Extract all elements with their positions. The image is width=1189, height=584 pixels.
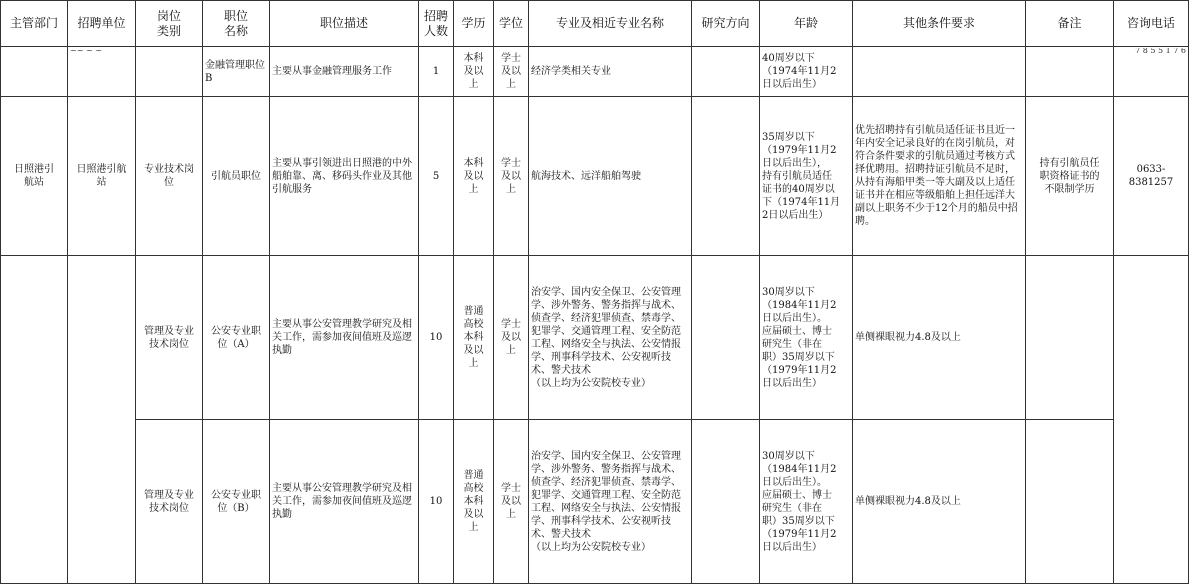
cell-major: 治安学、国内安全保卫、公安管理学、涉外警务、警务指挥与战术、侦查学、经济犯罪侦查、禁毒学、犯罪学、交通管理工程、安全防范工程、网络安全与执法、公安情报学、刑事科学技术、公安视听技术、警犬技术 （以上均为公安院校专业） — [529, 420, 692, 584]
cell-description: 主要从事公安管理教学研究及相关工作，需参加夜间值班及巡逻执勤 — [270, 256, 419, 420]
cell-education: 普通 高校 本科 及以 上 — [454, 420, 494, 584]
cell-education: 本科 及以 上 — [454, 47, 494, 97]
cell-research — [692, 97, 760, 256]
cell-title: 引航员职位 — [203, 97, 270, 256]
cell-major: 航海技术、远洋船舶驾驶 — [529, 97, 692, 256]
cell-department: 日照港引 航站 — [1, 97, 68, 256]
cell-research — [692, 420, 760, 584]
cell-phone — [1114, 256, 1189, 584]
cell-unit — [68, 47, 136, 97]
cell-category: 管理及专业 技术岗位 — [136, 420, 203, 584]
cell-research — [692, 256, 760, 420]
cell-research — [692, 47, 760, 97]
cell-major: 经济学类相关专业 — [529, 47, 692, 97]
table-row — [1, 256, 1189, 420]
header-phone: 咨询电话 — [1114, 1, 1189, 47]
header-category: 岗位 类别 — [136, 1, 203, 47]
cell-remark — [1026, 420, 1114, 584]
cell-title: 公安专业职 位（B） — [203, 420, 270, 584]
cell-age: 35周岁以下 （1979年11月2 日以后出生）， 持有引航员适任 证书的40周岁以 下（1974年11月 2日以后出生） — [760, 97, 853, 256]
header-major: 专业及相近专业名称 — [529, 1, 692, 47]
clipped-text-fragment: 7 8 5 5 1 7 6 — [1135, 48, 1186, 54]
header-degree: 学位 — [494, 1, 529, 47]
cell-age: 40周岁以下 （1974年11月2 日以后出生） — [760, 47, 853, 97]
header-education: 学历 — [454, 1, 494, 47]
cell-department — [1, 47, 68, 97]
cell-major: 治安学、国内安全保卫、公安管理学、涉外警务、警务指挥与战术、侦查学、经济犯罪侦查、禁毒学、犯罪学、交通管理工程、安全防范工程、网络安全与执法、公安情报学、刑事科学技术、公安视听技术、警犬技术 （以上均为公安院校专业） — [529, 256, 692, 420]
cell-unit — [68, 256, 136, 584]
header-department: 主管部门 — [1, 1, 68, 47]
cell-count: 1 — [419, 47, 454, 97]
cell-degree: 学士 及以 上 — [494, 47, 529, 97]
cell-description: 主要从事引领进出日照港的中外船舶靠、离、移码头作业及其他引航服务 — [270, 97, 419, 256]
cell-other: 单侧裸眼视力4.8及以上 — [853, 420, 1026, 584]
header-unit: 招聘单位 — [68, 1, 136, 47]
cell-degree: 学士 及以 上 — [494, 97, 529, 256]
cell-other: 单侧裸眼视力4.8及以上 — [853, 256, 1026, 420]
cell-other: 优先招聘持有引航员适任证书且近一年内安全记录良好的在岗引航员，对符合条件要求的引航员通过考核方式择优聘用。招聘持证引航员不足时，从持有海船甲类一等大副及以上适任证书并在相应等级船舶上担任远洋大副以上职务不少于12个月的船员中招聘。 — [853, 97, 1026, 256]
clipped-text-fragment: ~~ ~ ~ — [70, 48, 102, 54]
cell-age: 30周岁以下 （1984年11月2 日以后出生）。 应届硕士、博士 研究生（非在 职）35周岁以下 （1979年11月2 日以后出生） — [760, 420, 853, 584]
cell-education: 本科 及以 上 — [454, 97, 494, 256]
header-description: 职位描述 — [270, 1, 419, 47]
table-row — [1, 420, 1189, 584]
cell-degree: 学士 及以 上 — [494, 420, 529, 584]
cell-count: 5 — [419, 97, 454, 256]
cell-other — [853, 47, 1026, 97]
header-other: 其他条件要求 — [853, 1, 1026, 47]
cell-degree: 学士 及以 上 — [494, 256, 529, 420]
header-count: 招聘 人数 — [419, 1, 454, 47]
table-row — [1, 47, 1189, 97]
cell-age: 30周岁以下 （1984年11月2 日以后出生）。 应届硕士、博士 研究生（非在 职）35周岁以下 （1979年11月2 日以后出生） — [760, 256, 853, 420]
cell-category: 管理及专业 技术岗位 — [136, 256, 203, 420]
cell-department — [1, 256, 68, 584]
cell-education: 普通 高校 本科 及以 上 — [454, 256, 494, 420]
cell-category: 专业技术岗 位 — [136, 97, 203, 256]
header-row — [1, 1, 1189, 47]
cell-remark — [1026, 47, 1114, 97]
cell-remark — [1026, 256, 1114, 420]
cell-unit: 日照港引航 站 — [68, 97, 136, 256]
header-remark: 备注 — [1026, 1, 1114, 47]
table-row — [1, 97, 1189, 256]
cell-phone: 0633- 8381257 — [1114, 97, 1189, 256]
cell-title: 金融管理职位B — [203, 47, 270, 97]
cell-count: 10 — [419, 420, 454, 584]
header-title: 职位 名称 — [203, 1, 270, 47]
cell-remark: 持有引航员任 职资格证书的 不限制学历 — [1026, 97, 1114, 256]
cell-phone — [1114, 47, 1189, 97]
cell-category — [136, 47, 203, 97]
cell-description: 主要从事公安管理教学研究及相关工作，需参加夜间值班及巡逻执勤 — [270, 420, 419, 584]
header-research: 研究方向 — [692, 1, 760, 47]
cell-title: 公安专业职 位（A） — [203, 256, 270, 420]
cell-description: 主要从事金融管理服务工作 — [270, 47, 419, 97]
cell-count: 10 — [419, 256, 454, 420]
header-age: 年龄 — [760, 1, 853, 47]
